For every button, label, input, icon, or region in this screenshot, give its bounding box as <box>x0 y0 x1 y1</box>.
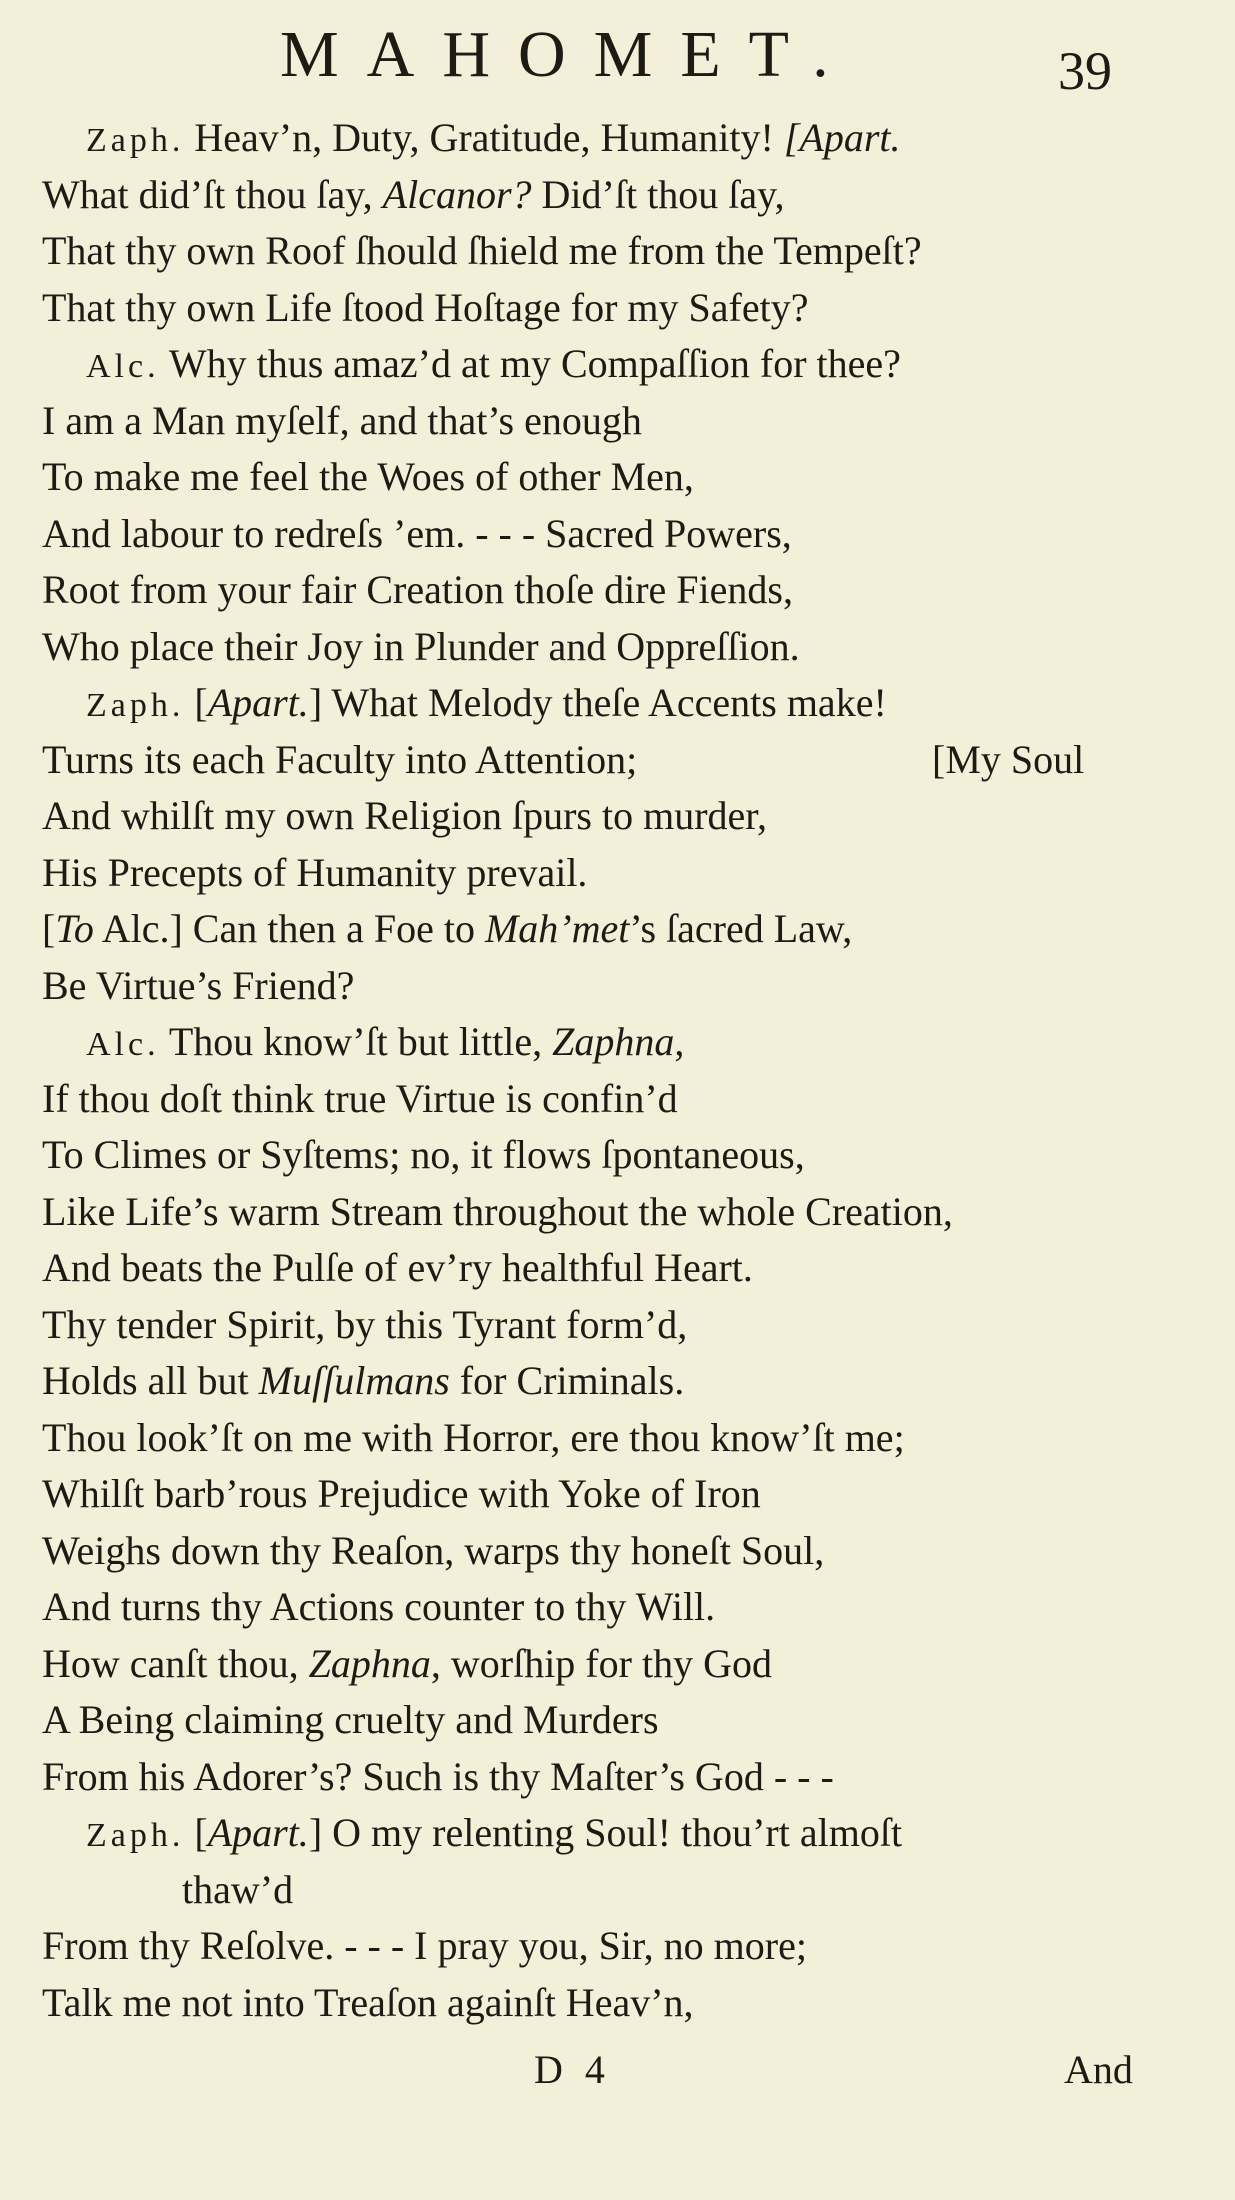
text-line <box>42 1127 1182 1184</box>
text-line <box>42 1975 1182 2032</box>
line-text: ] O my relenting Soul! thou’rt almoſt <box>308 1810 903 1855</box>
line-text: Who place their Joy in Plunder and Oppreſſion. <box>42 623 800 669</box>
italic-name: Zaphna <box>552 1019 675 1064</box>
text-line <box>42 1240 1182 1297</box>
line-text: His Precepts of Humanity prevail. <box>42 849 588 895</box>
stage-direction: [Apart. <box>783 115 901 160</box>
italic-name: Muſſulmans <box>258 1358 450 1403</box>
text-line <box>42 1918 1182 1975</box>
text-line <box>42 223 1182 280</box>
text-line <box>42 1523 1182 1580</box>
line-text: That thy own Roof ſhould ſhield me from the Tempeſt? <box>42 228 922 273</box>
text-line <box>42 619 1182 676</box>
text-line <box>42 1749 1182 1806</box>
page-header <box>0 18 1235 108</box>
line-text: Be Virtue’s Friend? <box>42 962 355 1008</box>
line-text: [ <box>42 906 56 951</box>
line-text: Thou know’ſt but little, <box>159 1019 553 1064</box>
text-line <box>42 1353 1182 1410</box>
text-line <box>42 845 1182 902</box>
line-text: Why thus amaz’d at my Compaſſion for thee? <box>159 341 901 386</box>
stage-direction: Apart. <box>207 1810 309 1855</box>
italic-name: Alcanor? <box>382 171 532 217</box>
text-line <box>42 901 1182 958</box>
line-text: Whilſt barb’rous Prejudice with Yoke of Iron <box>42 1471 761 1516</box>
line-text: Holds all but <box>42 1358 259 1403</box>
text-line <box>42 336 1182 393</box>
text-line <box>42 788 1182 845</box>
line-text: , worſhip for thy God <box>430 1640 772 1686</box>
text-line <box>42 1014 1182 1071</box>
text-line <box>42 167 1182 224</box>
page-number: 39 <box>1058 41 1112 101</box>
line-text: A Being claiming cruelty and Murders <box>42 1697 659 1742</box>
catchword: And <box>1064 2047 1133 2092</box>
text-line <box>42 1071 1182 1128</box>
page-footer <box>0 2042 1235 2102</box>
speaker-name: Zaph. <box>86 122 185 159</box>
text-line <box>42 1805 1182 1862</box>
line-text: Heav’n, Duty, Gratitude, Humanity! <box>184 115 784 160</box>
line-text: And beats the Pulſe of ev’ry healthful Heart. <box>42 1245 753 1290</box>
line-text: thaw’d <box>182 1866 294 1912</box>
line-text: [ <box>184 1810 208 1855</box>
text-line <box>42 1579 1182 1636</box>
text-line <box>42 675 1182 732</box>
line-text: What did’ſt thou ſay, <box>42 171 383 217</box>
text-line <box>42 1184 1182 1241</box>
line-text: Thou look’ſt on me with Horror, ere thou know’ſt me; <box>42 1414 905 1460</box>
text-line <box>42 732 1182 789</box>
line-text: And labour to redreſs ’em. - - - Sacred Powers, <box>42 510 792 556</box>
line-text: Turns its each Faculty into Attention; <box>42 736 638 782</box>
line-text: That thy own Life ſtood Hoſtage for my Safety? <box>42 284 809 330</box>
speaker-name: Zaph. <box>86 687 185 724</box>
stage-direction: Apart. <box>207 680 309 725</box>
speaker-name: Zaph. <box>86 1817 185 1854</box>
line-text: Weighs down thy Reaſon, warps thy honeſt Soul, <box>42 1527 825 1573</box>
line-text: ’s ſacred Law, <box>629 906 853 951</box>
text-block <box>42 110 1182 2031</box>
text-line <box>42 1692 1182 1749</box>
line-text: And whilſt my own Religion ſpurs to murder, <box>42 793 768 838</box>
text-line <box>42 110 1182 167</box>
text-line <box>42 562 1182 619</box>
line-text: , <box>674 1019 685 1064</box>
text-line <box>42 1862 1182 1919</box>
line-text: Talk me not into Treaſon againſt Heav’n, <box>42 1979 694 2025</box>
text-line <box>42 506 1182 563</box>
line-text: Like Life’s warm Stream throughout the whole Creation, <box>42 1188 953 1234</box>
line-text: Thy tender Spirit, by this Tyrant form’d, <box>42 1301 688 1347</box>
signature-mark: D 4 <box>534 2047 611 2092</box>
text-line <box>42 1466 1182 1523</box>
line-text: From his Adorer’s? Such is thy Maſter’s God - - - <box>42 1753 834 1799</box>
italic-name: Zaphna <box>308 1640 431 1686</box>
text-line <box>42 449 1182 506</box>
speaker-name: Alc. <box>86 1026 160 1063</box>
line-text: for Criminals. <box>449 1358 685 1403</box>
line-text: ] What Melody theſe Accents make! <box>308 680 887 725</box>
running-title: MAHOMET. <box>280 18 857 91</box>
italic-name: Mah’met <box>484 906 630 951</box>
text-line <box>42 1636 1182 1693</box>
stage-direction: [My Soul <box>932 736 1085 782</box>
text-line <box>42 1410 1182 1467</box>
line-text: And turns thy Actions counter to thy Will. <box>42 1584 716 1629</box>
text-line <box>42 280 1182 337</box>
speaker-name: Alc. <box>86 348 160 385</box>
text-line <box>42 1297 1182 1354</box>
line-text: I am a Man myſelf, and that’s enough <box>42 397 642 443</box>
line-text: To Climes or Syſtems; no, it flows ſpontaneous, <box>42 1132 805 1177</box>
line-text: Root from your fair Creation thoſe dire Fiends, <box>42 567 793 612</box>
text-line <box>42 393 1182 450</box>
line-text: If thou doſt think true Virtue is confin’d <box>42 1075 678 1121</box>
line-text: Did’ſt thou ſay, <box>531 171 785 217</box>
line-text: How canſt thou, <box>42 1640 309 1686</box>
line-text: To make me feel the Woes of other Men, <box>42 454 694 499</box>
line-text: Alc.] Can then a Foe to <box>93 906 485 951</box>
line-text: From thy Reſolve. - - - I pray you, Sir, no more; <box>42 1923 807 1968</box>
line-text: [ <box>184 680 208 725</box>
stage-direction: To <box>55 906 94 951</box>
text-line <box>42 958 1182 1015</box>
